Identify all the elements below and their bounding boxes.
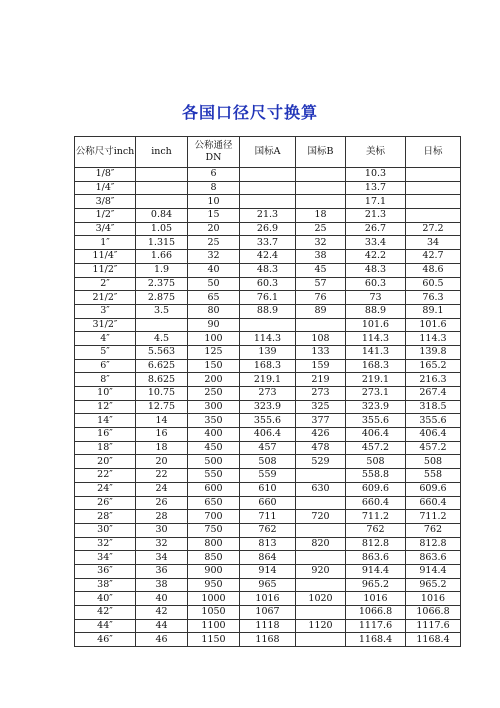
cell-nominal-size: 26″ (75, 496, 136, 510)
cell-gb-a: 60.3 (240, 277, 296, 291)
table-row (75, 168, 461, 182)
cell-us-standard: 1117.6 (346, 619, 406, 633)
cell-nominal-diameter: 65 (188, 291, 240, 305)
cell-nominal-diameter: 850 (188, 551, 240, 565)
cell-jp-standard: 558 (406, 469, 461, 483)
cell-gb-b: 630 (296, 482, 346, 496)
cell-us-standard: 17.1 (346, 195, 406, 209)
cell-gb-b: 426 (296, 428, 346, 442)
cell-jp-standard: 406.4 (406, 428, 461, 442)
header-inch: inch (136, 137, 188, 168)
cell-jp-standard: 114.3 (406, 332, 461, 346)
table-row (75, 209, 461, 223)
cell-inch: 0.84 (136, 209, 188, 223)
cell-inch: 10.75 (136, 387, 188, 401)
header-jp-standard: 日标 (406, 137, 461, 168)
cell-gb-a: 88.9 (240, 304, 296, 318)
cell-inch: 44 (136, 619, 188, 633)
table-row (75, 633, 461, 647)
cell-inch: 32 (136, 537, 188, 551)
cell-gb-a: 965 (240, 578, 296, 592)
cell-nominal-size: 1″ (75, 236, 136, 250)
cell-gb-a: 273 (240, 387, 296, 401)
cell-gb-b: 325 (296, 400, 346, 414)
cell-gb-a: 1016 (240, 592, 296, 606)
cell-jp-standard: 27.2 (406, 222, 461, 236)
cell-nominal-size: 20″ (75, 455, 136, 469)
cell-nominal-diameter: 200 (188, 373, 240, 387)
cell-us-standard: 88.9 (346, 304, 406, 318)
table-row (75, 537, 461, 551)
table-row (75, 482, 461, 496)
table-row (75, 195, 461, 209)
cell-nominal-diameter: 250 (188, 387, 240, 401)
cell-nominal-size: 6″ (75, 359, 136, 373)
cell-gb-b: 219 (296, 373, 346, 387)
cell-inch: 28 (136, 510, 188, 524)
cell-nominal-diameter: 32 (188, 250, 240, 264)
cell-us-standard: 711.2 (346, 510, 406, 524)
table-row (75, 428, 461, 442)
cell-nominal-diameter: 25 (188, 236, 240, 250)
cell-gb-b: 38 (296, 250, 346, 264)
table-row (75, 564, 461, 578)
cell-inch (136, 195, 188, 209)
cell-jp-standard: 89.1 (406, 304, 461, 318)
cell-nominal-size: 46″ (75, 633, 136, 647)
cell-nominal-diameter: 50 (188, 277, 240, 291)
cell-nominal-size: 36″ (75, 564, 136, 578)
cell-gb-a (240, 318, 296, 332)
cell-nominal-diameter: 90 (188, 318, 240, 332)
cell-gb-a: 1168 (240, 633, 296, 647)
cell-gb-b: 273 (296, 387, 346, 401)
cell-jp-standard (406, 181, 461, 195)
cell-us-standard: 1168.4 (346, 633, 406, 647)
table-row (75, 332, 461, 346)
cell-nominal-diameter: 10 (188, 195, 240, 209)
cell-inch: 24 (136, 482, 188, 496)
cell-nominal-size: 32″ (75, 537, 136, 551)
cell-us-standard: 1016 (346, 592, 406, 606)
cell-inch: 1.05 (136, 222, 188, 236)
cell-inch: 38 (136, 578, 188, 592)
cell-nominal-diameter: 800 (188, 537, 240, 551)
cell-nominal-size: 5″ (75, 345, 136, 359)
cell-gb-b: 920 (296, 564, 346, 578)
cell-us-standard: 812.8 (346, 537, 406, 551)
cell-us-standard: 965.2 (346, 578, 406, 592)
cell-nominal-diameter: 20 (188, 222, 240, 236)
table-row (75, 510, 461, 524)
cell-gb-a: 559 (240, 469, 296, 483)
cell-jp-standard: 914.4 (406, 564, 461, 578)
cell-jp-standard: 60.5 (406, 277, 461, 291)
cell-inch: 46 (136, 633, 188, 647)
cell-gb-b: 25 (296, 222, 346, 236)
header-nominal-diameter: 公称通径DN (188, 137, 240, 168)
cell-us-standard: 13.7 (346, 181, 406, 195)
cell-us-standard: 10.3 (346, 168, 406, 182)
cell-gb-a: 42.4 (240, 250, 296, 264)
cell-gb-b: 108 (296, 332, 346, 346)
cell-jp-standard: 711.2 (406, 510, 461, 524)
cell-gb-b (296, 168, 346, 182)
cell-nominal-diameter: 350 (188, 414, 240, 428)
cell-inch: 42 (136, 606, 188, 620)
cell-nominal-diameter: 40 (188, 263, 240, 277)
cell-nominal-size: 11/4″ (75, 250, 136, 264)
cell-nominal-size: 31/2″ (75, 318, 136, 332)
cell-nominal-size: 2″ (75, 277, 136, 291)
cell-nominal-size: 38″ (75, 578, 136, 592)
cell-us-standard: 914.4 (346, 564, 406, 578)
cell-nominal-size: 14″ (75, 414, 136, 428)
cell-inch: 20 (136, 455, 188, 469)
cell-gb-a: 610 (240, 482, 296, 496)
table-row (75, 441, 461, 455)
cell-gb-b: 18 (296, 209, 346, 223)
cell-nominal-diameter: 8 (188, 181, 240, 195)
header-nominal-size: 公称尺寸inch (75, 137, 136, 168)
cell-jp-standard (406, 168, 461, 182)
header-us-standard: 美标 (346, 137, 406, 168)
cell-us-standard: 26.7 (346, 222, 406, 236)
cell-nominal-diameter: 700 (188, 510, 240, 524)
cell-inch: 1.315 (136, 236, 188, 250)
cell-gb-b: 133 (296, 345, 346, 359)
cell-nominal-size: 3/8″ (75, 195, 136, 209)
cell-jp-standard: 165.2 (406, 359, 461, 373)
cell-jp-standard (406, 195, 461, 209)
cell-gb-a: 139 (240, 345, 296, 359)
cell-jp-standard: 965.2 (406, 578, 461, 592)
cell-inch (136, 168, 188, 182)
cell-gb-b: 76 (296, 291, 346, 305)
cell-gb-b: 89 (296, 304, 346, 318)
cell-us-standard: 355.6 (346, 414, 406, 428)
cell-nominal-size: 1/8″ (75, 168, 136, 182)
cell-jp-standard: 762 (406, 523, 461, 537)
cell-nominal-diameter: 80 (188, 304, 240, 318)
cell-gb-b (296, 523, 346, 537)
cell-jp-standard: 34 (406, 236, 461, 250)
cell-nominal-size: 16″ (75, 428, 136, 442)
cell-us-standard: 457.2 (346, 441, 406, 455)
cell-gb-a: 33.7 (240, 236, 296, 250)
cell-gb-b: 720 (296, 510, 346, 524)
cell-nominal-diameter: 950 (188, 578, 240, 592)
cell-gb-b (296, 469, 346, 483)
cell-gb-b (296, 195, 346, 209)
cell-gb-a (240, 195, 296, 209)
cell-jp-standard: 76.3 (406, 291, 461, 305)
cell-nominal-diameter: 1150 (188, 633, 240, 647)
cell-jp-standard: 1117.6 (406, 619, 461, 633)
table-row (75, 236, 461, 250)
cell-gb-b: 478 (296, 441, 346, 455)
cell-inch: 22 (136, 469, 188, 483)
table-row (75, 373, 461, 387)
cell-gb-a: 660 (240, 496, 296, 510)
cell-gb-a: 219.1 (240, 373, 296, 387)
cell-us-standard: 60.3 (346, 277, 406, 291)
cell-nominal-size: 12″ (75, 400, 136, 414)
table-row (75, 400, 461, 414)
cell-gb-b: 1020 (296, 592, 346, 606)
cell-gb-b (296, 578, 346, 592)
cell-nominal-diameter: 150 (188, 359, 240, 373)
cell-inch (136, 181, 188, 195)
cell-nominal-size: 3/4″ (75, 222, 136, 236)
cell-nominal-diameter: 400 (188, 428, 240, 442)
cell-us-standard: 101.6 (346, 318, 406, 332)
cell-us-standard: 141.3 (346, 345, 406, 359)
size-conversion-table (74, 136, 461, 647)
cell-inch: 16 (136, 428, 188, 442)
cell-nominal-diameter: 300 (188, 400, 240, 414)
cell-jp-standard: 216.3 (406, 373, 461, 387)
cell-gb-b: 1120 (296, 619, 346, 633)
cell-gb-b: 377 (296, 414, 346, 428)
cell-gb-a: 21.3 (240, 209, 296, 223)
cell-us-standard: 21.3 (346, 209, 406, 223)
cell-us-standard: 219.1 (346, 373, 406, 387)
cell-gb-b (296, 496, 346, 510)
cell-inch: 30 (136, 523, 188, 537)
table-row (75, 277, 461, 291)
table-body (75, 168, 461, 647)
cell-gb-b (296, 181, 346, 195)
cell-inch: 3.5 (136, 304, 188, 318)
cell-us-standard: 73 (346, 291, 406, 305)
cell-jp-standard: 48.6 (406, 263, 461, 277)
table-row (75, 551, 461, 565)
cell-jp-standard: 355.6 (406, 414, 461, 428)
page-title: 各国口径尺寸换算 (181, 103, 318, 122)
cell-gb-a: 114.3 (240, 332, 296, 346)
cell-nominal-size: 44″ (75, 619, 136, 633)
cell-jp-standard: 101.6 (406, 318, 461, 332)
cell-nominal-size: 34″ (75, 551, 136, 565)
cell-gb-a: 406.4 (240, 428, 296, 442)
cell-jp-standard: 457.2 (406, 441, 461, 455)
cell-nominal-size: 21/2″ (75, 291, 136, 305)
table-row (75, 345, 461, 359)
cell-inch: 26 (136, 496, 188, 510)
table-row (75, 496, 461, 510)
cell-gb-b: 32 (296, 236, 346, 250)
cell-nominal-diameter: 550 (188, 469, 240, 483)
cell-nominal-size: 42″ (75, 606, 136, 620)
cell-jp-standard: 609.6 (406, 482, 461, 496)
cell-gb-a: 355.6 (240, 414, 296, 428)
cell-gb-a: 864 (240, 551, 296, 565)
cell-gb-b: 529 (296, 455, 346, 469)
cell-jp-standard: 508 (406, 455, 461, 469)
cell-us-standard: 762 (346, 523, 406, 537)
cell-inch: 40 (136, 592, 188, 606)
cell-nominal-size: 1/2″ (75, 209, 136, 223)
cell-nominal-size: 28″ (75, 510, 136, 524)
cell-inch: 2.875 (136, 291, 188, 305)
cell-jp-standard: 812.8 (406, 537, 461, 551)
cell-nominal-size: 11/2″ (75, 263, 136, 277)
cell-jp-standard: 139.8 (406, 345, 461, 359)
header-gb-a: 国标A (240, 137, 296, 168)
cell-gb-a: 323.9 (240, 400, 296, 414)
cell-gb-a: 168.3 (240, 359, 296, 373)
cell-inch: 4.5 (136, 332, 188, 346)
cell-gb-a: 813 (240, 537, 296, 551)
table-row (75, 263, 461, 277)
cell-nominal-size: 24″ (75, 482, 136, 496)
table-row (75, 455, 461, 469)
table-row (75, 387, 461, 401)
cell-nominal-diameter: 6 (188, 168, 240, 182)
cell-jp-standard: 318.5 (406, 400, 461, 414)
cell-nominal-diameter: 650 (188, 496, 240, 510)
table-row (75, 606, 461, 620)
table-row (75, 250, 461, 264)
cell-us-standard: 114.3 (346, 332, 406, 346)
cell-gb-a: 76.1 (240, 291, 296, 305)
cell-gb-a: 508 (240, 455, 296, 469)
cell-inch: 14 (136, 414, 188, 428)
cell-nominal-diameter: 600 (188, 482, 240, 496)
cell-inch (136, 318, 188, 332)
cell-us-standard: 168.3 (346, 359, 406, 373)
cell-gb-a: 457 (240, 441, 296, 455)
cell-nominal-diameter: 500 (188, 455, 240, 469)
table-row (75, 359, 461, 373)
cell-gb-a (240, 181, 296, 195)
cell-gb-a: 711 (240, 510, 296, 524)
cell-nominal-diameter: 900 (188, 564, 240, 578)
cell-jp-standard: 660.4 (406, 496, 461, 510)
cell-inch: 34 (136, 551, 188, 565)
cell-gb-b (296, 318, 346, 332)
cell-gb-a: 762 (240, 523, 296, 537)
cell-gb-b: 820 (296, 537, 346, 551)
table-row (75, 318, 461, 332)
table-row (75, 414, 461, 428)
cell-nominal-diameter: 450 (188, 441, 240, 455)
table-header-row (75, 137, 461, 168)
cell-nominal-size: 8″ (75, 373, 136, 387)
cell-inch: 12.75 (136, 400, 188, 414)
cell-gb-b: 45 (296, 263, 346, 277)
table-row (75, 578, 461, 592)
cell-us-standard: 1066.8 (346, 606, 406, 620)
header-gb-b: 国标B (296, 137, 346, 168)
cell-jp-standard (406, 209, 461, 223)
cell-nominal-size: 18″ (75, 441, 136, 455)
cell-nominal-size: 22″ (75, 469, 136, 483)
cell-gb-a: 1118 (240, 619, 296, 633)
cell-inch: 6.625 (136, 359, 188, 373)
cell-us-standard: 863.6 (346, 551, 406, 565)
cell-us-standard: 273.1 (346, 387, 406, 401)
cell-us-standard: 609.6 (346, 482, 406, 496)
cell-us-standard: 558.8 (346, 469, 406, 483)
cell-nominal-size: 30″ (75, 523, 136, 537)
table-row (75, 304, 461, 318)
cell-us-standard: 42.2 (346, 250, 406, 264)
cell-nominal-size: 40″ (75, 592, 136, 606)
cell-inch: 1.66 (136, 250, 188, 264)
table-row (75, 291, 461, 305)
cell-gb-a: 1067 (240, 606, 296, 620)
table-row (75, 222, 461, 236)
cell-us-standard: 660.4 (346, 496, 406, 510)
cell-jp-standard: 1016 (406, 592, 461, 606)
cell-jp-standard: 863.6 (406, 551, 461, 565)
cell-jp-standard: 42.7 (406, 250, 461, 264)
cell-jp-standard: 1168.4 (406, 633, 461, 647)
cell-inch: 8.625 (136, 373, 188, 387)
cell-us-standard: 323.9 (346, 400, 406, 414)
cell-us-standard: 33.4 (346, 236, 406, 250)
table-row (75, 469, 461, 483)
table-row (75, 592, 461, 606)
cell-gb-a: 26.9 (240, 222, 296, 236)
cell-nominal-size: 10″ (75, 387, 136, 401)
cell-nominal-size: 3″ (75, 304, 136, 318)
cell-nominal-size: 1/4″ (75, 181, 136, 195)
cell-nominal-diameter: 100 (188, 332, 240, 346)
cell-us-standard: 48.3 (346, 263, 406, 277)
cell-gb-b: 57 (296, 277, 346, 291)
table-row (75, 619, 461, 633)
cell-gb-a (240, 168, 296, 182)
cell-inch: 1.9 (136, 263, 188, 277)
cell-nominal-diameter: 750 (188, 523, 240, 537)
cell-inch: 36 (136, 564, 188, 578)
table-row (75, 181, 461, 195)
cell-us-standard: 406.4 (346, 428, 406, 442)
cell-inch: 2.375 (136, 277, 188, 291)
cell-nominal-diameter: 1000 (188, 592, 240, 606)
cell-gb-b: 159 (296, 359, 346, 373)
cell-gb-a: 914 (240, 564, 296, 578)
cell-nominal-diameter: 1100 (188, 619, 240, 633)
cell-gb-b (296, 551, 346, 565)
cell-us-standard: 508 (346, 455, 406, 469)
cell-gb-b (296, 633, 346, 647)
cell-inch: 18 (136, 441, 188, 455)
table-row (75, 523, 461, 537)
cell-inch: 5.563 (136, 345, 188, 359)
cell-gb-b (296, 606, 346, 620)
cell-nominal-diameter: 125 (188, 345, 240, 359)
cell-nominal-diameter: 15 (188, 209, 240, 223)
cell-jp-standard: 267.4 (406, 387, 461, 401)
cell-gb-a: 48.3 (240, 263, 296, 277)
cell-nominal-size: 4″ (75, 332, 136, 346)
cell-jp-standard: 1066.8 (406, 606, 461, 620)
cell-nominal-diameter: 1050 (188, 606, 240, 620)
